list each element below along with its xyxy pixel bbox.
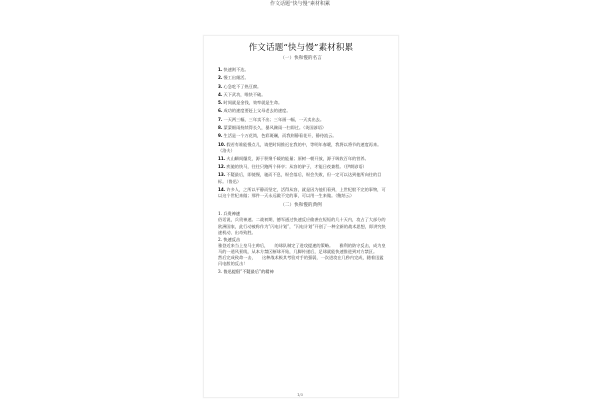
quote-number: 3. bbox=[218, 83, 223, 89]
quote-text: 不疑最后，即使慢，驰而不息，纵会落后，纵会失败，但一定可以达到他所向往的目标。（鲁迅） bbox=[218, 172, 382, 184]
quote-number: 1. bbox=[218, 67, 223, 72]
quote-text: 成功的速度要赶上父母老去的速度。 bbox=[223, 108, 291, 114]
quote-text: 快速则不达。 bbox=[223, 67, 249, 72]
quote-item bbox=[218, 142, 386, 154]
quote-item bbox=[218, 187, 386, 199]
quote-text: 许多人，之所以平静而坚定，活得从容，就是因为他们看到，上世纪般不完的事物，可以这个世纪来做；那件一天永远做不完的事，可以用一生来做。（鲍培云） bbox=[218, 186, 386, 198]
window-title: 作文话题“快与慢”素材积累 bbox=[269, 1, 331, 7]
quote-item bbox=[218, 75, 386, 81]
section-title-examples: （二）快和慢的典例 bbox=[280, 203, 322, 209]
quote-item bbox=[218, 92, 386, 98]
quote-number: 10. bbox=[218, 141, 226, 147]
quote-number: 2. bbox=[218, 75, 223, 81]
quote-number: 4. bbox=[218, 91, 223, 97]
example-heading: 1. 兵贵神速 bbox=[218, 211, 241, 217]
quote-item bbox=[218, 156, 386, 162]
document-title: 作文话题“快与慢”素材积累 bbox=[248, 43, 354, 53]
example-heading: 2. 快速反击 bbox=[218, 236, 241, 242]
quote-text: 天下武功，唯快不破。 bbox=[223, 91, 266, 97]
quote-item bbox=[218, 133, 386, 139]
quote-list bbox=[218, 67, 386, 199]
quote-text: 慢工出细活。 bbox=[223, 75, 249, 81]
quote-text: 假若有谁能慢点儿，请把时间推迟在我的中，等明年春暖，我将以将节的速度再来。（洛夫） bbox=[218, 141, 382, 153]
example-text: 俗话说，兵贵神速。二战初期，德军通过快速反应偷袭在短短的几十天内，攻占了大部分的欧洲国家，此行动被称作为“闪电计划”，“闪电计划”开创了一种全新的战术思想，即讲究快速机动、出奇致胜。 bbox=[218, 217, 386, 235]
page-number: 1/3 bbox=[297, 393, 303, 397]
window-title-bar bbox=[0, 0, 600, 8]
example-heading: 3. 鲁迅提倡“不疑最后”的精神 bbox=[218, 268, 274, 274]
quote-item bbox=[218, 172, 386, 184]
quote-number: 11. bbox=[218, 155, 226, 161]
example-text: 雅登近来当上皇马主帅后， 的球队制定了进攻提速的策略。 雅利的防守反击，成为皇马的一道风景线，从本方禁区断球开始，几脚传递后，足球就能快速推进到对方禁区。 然后完成致命一击， 这种战术极其考验对手的强弱，一次进攻在几秒内完成，随着迅猛闪电般的反击！ bbox=[218, 243, 386, 267]
quote-number: 6. bbox=[218, 108, 223, 114]
quote-item bbox=[218, 100, 386, 106]
quote-text: 火山瞬间爆发，源于积聚千载的能量；原树一朝开放，源于吸收百年的营养。 bbox=[226, 155, 369, 161]
quote-item bbox=[218, 117, 386, 123]
quote-number: 12. bbox=[218, 164, 226, 170]
quote-item bbox=[218, 125, 386, 131]
quote-text: 一天两三幅，三年卖不出；三年画一幅，一天卖出去。 bbox=[223, 116, 325, 122]
quote-number: 8. bbox=[218, 124, 223, 130]
quote-text: 疾驰的快马，往往只跑两个驿亭；从容的驴子，才能日夜兼程。（伊朗谚语） bbox=[226, 164, 367, 170]
quote-number: 9. bbox=[218, 133, 223, 139]
quote-text: 时间就是金钱，效率就是生命。 bbox=[223, 100, 283, 106]
quote-number: 14. bbox=[218, 186, 226, 192]
quote-text: 心急吃不了热豆腐。 bbox=[223, 83, 262, 89]
quote-number: 13. bbox=[218, 172, 226, 178]
section-title-quotes: （一）快和慢的名言 bbox=[280, 56, 322, 61]
document-page bbox=[203, 35, 399, 398]
quote-item bbox=[218, 108, 386, 114]
quote-item bbox=[218, 164, 386, 170]
quote-text: 蒙蒙细雨持续得长久，暴风骤雨一扫即过。（英国谚语） bbox=[223, 124, 327, 130]
quote-text: 生活是一个万花筒，色彩斑斓，而我则静看花开，静待流云。 bbox=[223, 133, 337, 139]
quote-number: 7. bbox=[218, 116, 223, 122]
example-list bbox=[204, 211, 398, 275]
quote-item bbox=[218, 67, 386, 73]
quote-item bbox=[218, 84, 386, 90]
quote-number: 5. bbox=[218, 100, 223, 106]
